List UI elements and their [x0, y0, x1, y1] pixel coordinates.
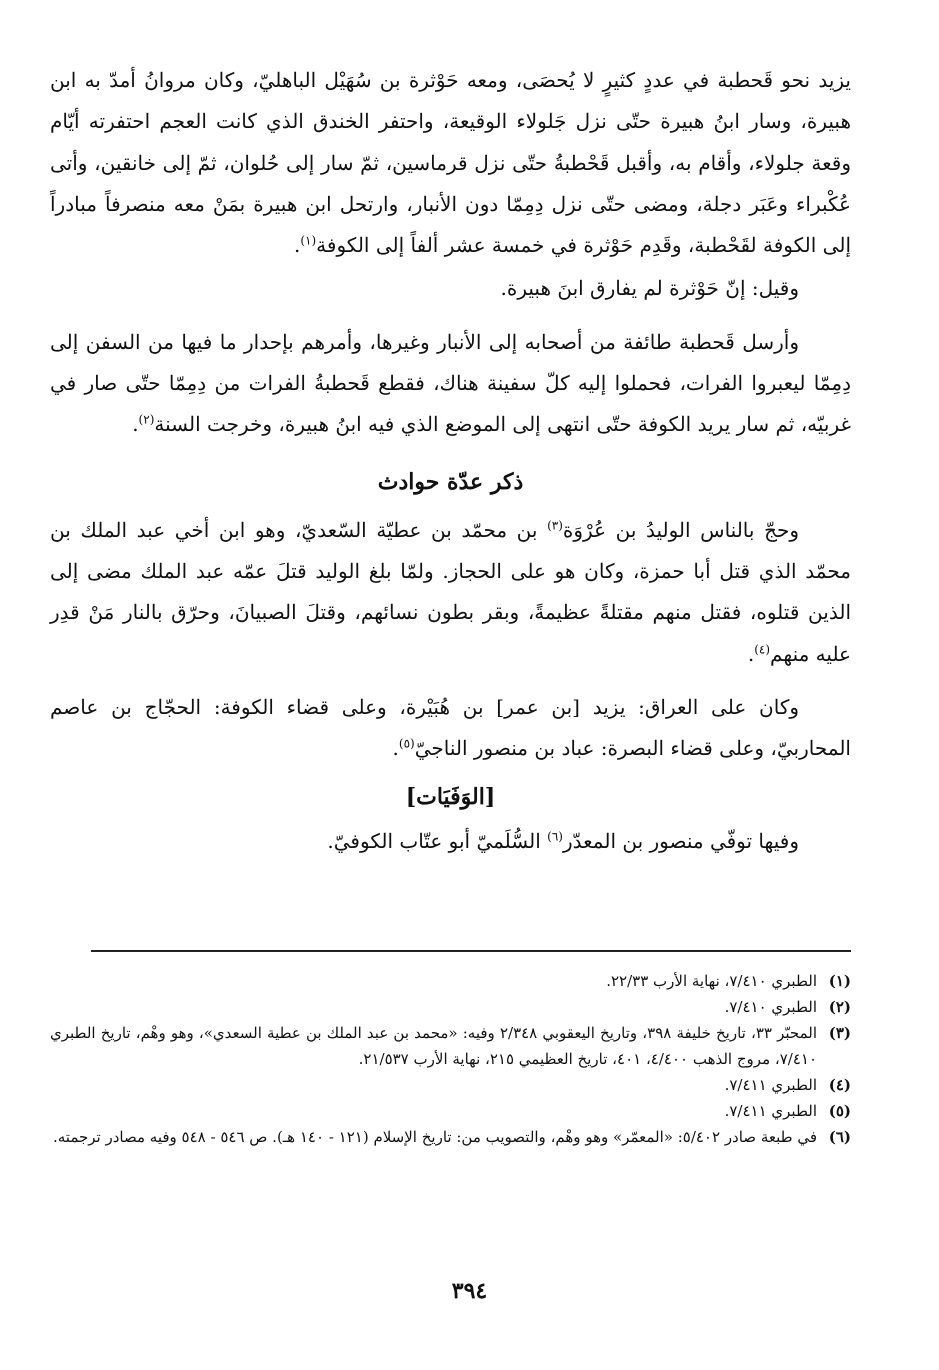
section-heading-events: ذكر عدّة حوادث — [377, 468, 524, 495]
paragraph-6-text-a: وفيها توفّي منصور بن المعدّر — [562, 829, 799, 854]
footnote-number: (٤) — [828, 1076, 851, 1094]
paragraph-6 — [50, 821, 851, 862]
footnote-text: الطبري ٧/٤١١. — [724, 1102, 817, 1120]
footnote-text: الطبري ٧/٤١٠، نهاية الأرب ٢٢/٣٣. — [606, 972, 817, 990]
paragraph-3: وأرسل قَحطبة طائفة من أصحابه إلى الأنبار وغيرها، وأمرهم بإحدار ما فيها من السفن إلى دِمِمّا ليعبروا الفرات، فحملوا إليه كلّ سفينة هناك، فقطع قَحطبةُ الفرات من دِمِمّا حتّى صار في غربيّه، ثم سار يريد الكوفة حتّى انتهى إلى الموضع الذي فيه ابنُ هبيرة، وخرجت السنة$^{(٢)}$. — [50, 329, 851, 437]
footnote-text: الطبري ٧/٤١٠. — [724, 998, 817, 1016]
paragraph-2 — [50, 268, 851, 309]
paragraph-2-text: وقيل: إنّ حَوْثرة لم يفارق ابنَ هبيرة. — [500, 276, 799, 301]
footnote-mark-5: (٥) — [398, 736, 415, 751]
page-number: ٣٩٤ — [451, 1278, 488, 1304]
footnotes — [50, 968, 851, 1150]
paragraph-1: يزيد نحو قَحطبة في عددٍ كثيرٍ لا يُحصَى، ومعه حَوْثرة بن سُهَيْل الباهليّ، وكان مروانُ أمدّ به ابن هبيرة، وسار ابنُ هبيرة حتّى نزل جَلولاء الوقيعة، واحتفر الخندق الذي كانت العجم احتفرته أيّام وقعة جلولاء، وأقام به، وأقبل قَحْطبةُ حتّى نزل قرماسين، ثمّ سار إلى حُلوان، ثمّ إلى خانقين، وأتى عُكْبراء وعَبَر دجلة، ومضى حتّى نزل دِمِمّا دون الأنبار، وارتحل ابن هبيرة بمَنْ معه منصرفاً مبادراً إلى الكوفة لقَحْطبة، وقَدِم حَوْثرة في خمسة عشر ألفاً إلى الكوفة$^{(١)}$. — [50, 68, 851, 258]
paragraph-5: وكان على العراق: يزيد [بن عمر] بن هُبَيْرة، وعلى قضاء الكوفة: الحجّاج بن عاصم المحاربيّ، وعلى قضاء البصرة: عباد بن منصور الناجيّ$^{(٥)}$. — [50, 694, 851, 761]
footnote-mark-6: (٦) — [547, 829, 563, 844]
footnote-2 — [50, 994, 851, 1020]
footnote-number: (٢) — [828, 998, 851, 1016]
footnote-mark-1: (١) — [300, 233, 317, 248]
main-text — [50, 60, 851, 863]
footnote-number: (٥) — [828, 1102, 851, 1120]
footnote-mark-2: (٢) — [138, 412, 155, 427]
footnote-number: (١) — [828, 972, 851, 990]
footnote-number: (٦) — [828, 1128, 851, 1146]
paragraph-6-text-b: السُّلَميّ أبو عتّاب الكوفيّ. — [327, 829, 548, 854]
paragraph-1-text: يزيد نحو قَحطبة في عددٍ كثيرٍ لا يُحصَى، ومعه حَوْثرة بن سُهَيْل الباهليّ، وكان مروانُ أمدّ به ابن هبيرة، وسار ابنُ هبيرة حتّى نزل جَلولاء الوقيعة، واحتفر الخندق الذي كانت العجم احتفرته أيّام وقعة جلولاء، وأقام به، وأقبل قَحْطبةُ حتّى نزل قرماسين، ثمّ سار إلى حُلوان، ثمّ إلى خانقين، وأتى عُكْبراء وعَبَر دجلة، ومضى حتّى نزل دِمِمّا دون الأنبار، وارتحل ابن هبيرة بمَنْ معه منصرفاً مبادراً إلى الكوفة لقَحْطبة، وقَدِم حَوْثرة في خمسة عشر ألفاً إلى الكوفة — [50, 68, 851, 258]
paragraph-3-text: وأرسل قَحطبة طائفة من أصحابه إلى الأنبار وغيرها، وأمرهم بإحدار ما فيها من السفن إلى دِمِمّا ليعبروا الفرات، فحملوا إليه كلّ سفينة هناك، فقطع قَحطبةُ الفرات من دِمِمّا حتّى صار في غربيّه، ثم سار يريد الكوفة حتّى انتهى إلى الموضع الذي فيه ابنُ هبيرة، وخرجت السنة — [50, 329, 851, 437]
footnote-text: في طبعة صادر ٥/٤٠٢: «المعمّر» وهو وهْم، والتصويب من: تاريخ الإسلام (١٢١ - ١٤٠ هـ). ص ٥٤٦ - ٥٤٨ وفيه مصادر ترجمته. — [52, 1128, 817, 1146]
paragraph-5-text: وكان على العراق: يزيد [بن عمر] بن هُبَيْرة، وعلى قضاء الكوفة: الحجّاج بن عاصم المحاربيّ، وعلى قضاء البصرة: عباد بن منصور الناجيّ — [50, 694, 851, 761]
footnote-4 — [50, 1072, 851, 1098]
footnote-1 — [50, 968, 851, 994]
footnote-text: المحبّر ٣٣، تاريخ خليفة ٣٩٨، وتاريخ اليعقوبي ٢/٣٤٨ وفيه: «محمد بن عبد الملك بن عطية السعدي»، وهو وهْم، تاريخ الطبري ٧/٤١٠، مروج الذهب ٤/٤٠٠، ٤٠١، تاريخ العظيمي ٢١٥، نهاية الأرب ٢١/٥٣٧. — [50, 1024, 818, 1068]
footnote-text: الطبري ٧/٤١١. — [724, 1076, 817, 1094]
footnote-3 — [50, 1020, 851, 1072]
paragraph-4-text-a: وحجّ بالناس الوليدُ بن عُرْوَة — [562, 517, 799, 542]
footnote-number: (٣) — [828, 1024, 851, 1042]
footnote-mark-4: (٤) — [754, 641, 771, 656]
footnote-5 — [50, 1098, 851, 1124]
footnote-divider — [91, 950, 851, 952]
section-heading-deaths: [الوَفَيَات] — [405, 784, 496, 811]
paragraph-4-text-b: بن محمّد بن عطيّة السّعديّ، وهو ابن أخي عبد الملك بن محمّد الذي قتل أبا حمزة، وكان هو على الحجاز. ولمّا بلغ الوليد قتلَ عمّه عبد الملك مضى إلى الذين قتلوه، فقتل منهم مقتلةً عظيمةً، وبقر بطون نسائهم، وقتلَ الصبيانَ، وحرّق بالنار مَنْ قدِر عليه منهم — [50, 517, 851, 666]
footnote-mark-3: (٣) — [547, 518, 563, 533]
paragraph-4: وحجّ بالناس الوليدُ بن عُرْوَة$^{(٣)}$ بن محمّد بن عطيّة السّعديّ، وهو ابن أخي عبد الملك بن محمّد الذي قتل أبا حمزة، وكان هو على الحجاز. ولمّا بلغ الوليد قتلَ عمّه عبد الملك مضى إلى الذين قتلوه، فقتل منهم مقتلةً عظيمةً، وبقر بطون نسائهم، وقتلَ الصبيانَ، وحرّق بالنار مَنْ قدِر عليه منهم$^{(٤)}$. — [50, 517, 851, 666]
footnote-6 — [50, 1124, 851, 1150]
